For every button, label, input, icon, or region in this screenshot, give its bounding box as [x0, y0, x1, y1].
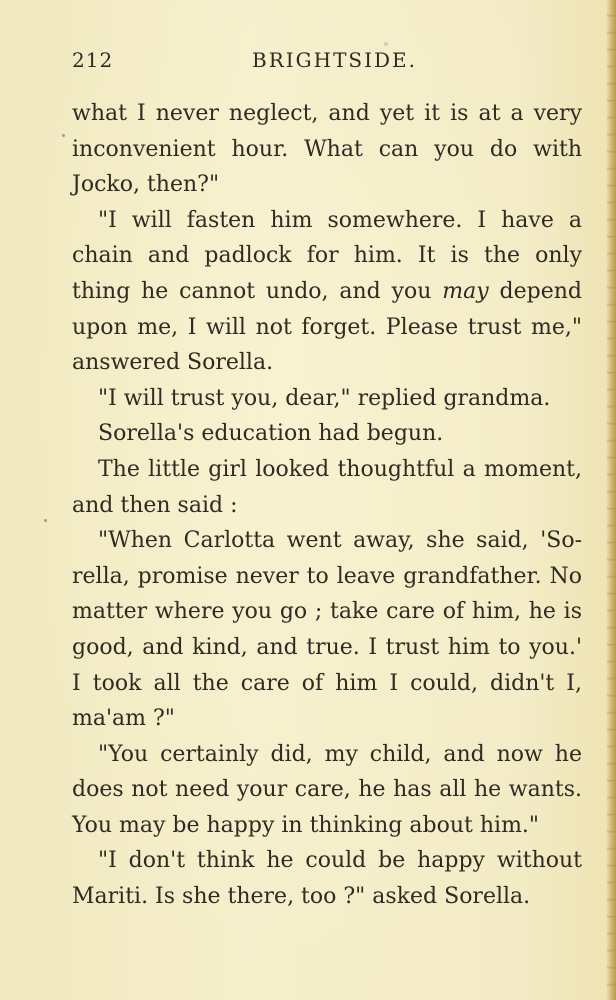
page-edge-texture — [607, 0, 615, 1000]
text-line: "You certainly did, my child, and now he — [98, 741, 582, 767]
text-run: thing he cannot undo, and you — [72, 278, 443, 304]
text-line: does not need your care, he has all he wants. — [72, 777, 582, 803]
text-line: "I will trust you, dear," replied grandma. — [98, 385, 551, 411]
text-line: good, and kind, and true. I trust him to you.' — [72, 634, 582, 660]
paper-speck — [44, 519, 47, 522]
text-line: I took all the care of him I could, didn't I, — [72, 670, 582, 696]
text-line: You may be happy in thinking about him." — [72, 812, 540, 838]
page-header — [72, 48, 582, 76]
emphasis-text: may — [442, 278, 489, 304]
text-line: inconvenient hour. What can you do with — [72, 136, 582, 162]
text-line: ma'am ?" — [72, 706, 175, 732]
text-line: Jocko, then?" — [72, 172, 220, 198]
text-line: The little girl looked thoughtful a moment, — [98, 456, 582, 482]
text-line — [72, 274, 582, 310]
text-line: "I will fasten him somewhere. I have a — [98, 207, 582, 233]
text-line: what I never neglect, and yet it is at a very — [72, 101, 582, 126]
text-line: answered Sorella. — [72, 350, 274, 376]
text-line: and then said : — [72, 492, 238, 518]
text-line: Mariti. Is she there, too ?" asked Sorella. — [72, 884, 531, 910]
text-line: Sorella's education had begun. — [98, 421, 444, 447]
page-number: 212 — [72, 48, 114, 72]
text-run: depend — [488, 278, 582, 304]
body-text — [72, 96, 582, 915]
paper-speck — [62, 134, 65, 137]
paper-speck — [384, 42, 388, 46]
running-title: BRIGHTSIDE. — [252, 48, 418, 72]
text-line: rella, promise never to leave grandfather. No — [72, 563, 582, 589]
text-line: upon me, I will not forget. Please trust me," — [72, 314, 582, 340]
text-line: matter where you go ; take care of him, he is — [72, 599, 582, 625]
text-line: "When Carlotta went away, she said, 'So- — [98, 528, 582, 554]
text-line: "I don't think he could be happy without — [98, 848, 582, 874]
text-line: chain and padlock for him. It is the only — [72, 243, 582, 269]
